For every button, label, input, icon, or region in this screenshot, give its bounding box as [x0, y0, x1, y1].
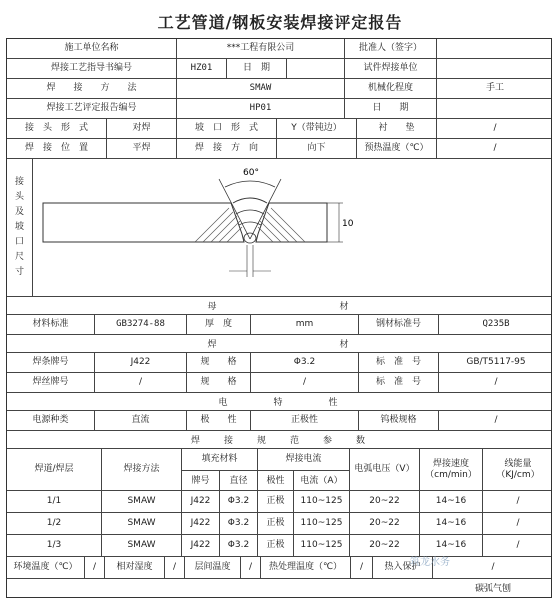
row-power [7, 411, 551, 431]
value-heat-protection: / [491, 562, 495, 573]
section-parameters: 焊 接 规 范 参 数 [7, 431, 551, 449]
value-polarity: 正极性 [251, 411, 359, 430]
row-pqr-number [7, 99, 551, 119]
label-pqr-date: 日 期 [345, 99, 437, 118]
cell-speed: 14~16 [420, 513, 483, 534]
value-welding-direction: 向下 [277, 139, 357, 158]
value-test-unit [437, 59, 552, 78]
label-welding-direction: 焊 接 方 向 [177, 139, 277, 158]
header-heat-input [483, 449, 552, 490]
value-material-standard: GB3274-88 [95, 315, 187, 334]
value-preheat: / [493, 143, 497, 154]
table-row [7, 535, 551, 557]
label-thickness: 厚 度 [187, 315, 251, 334]
label-electrode-standard: 标 准 号 [359, 353, 439, 372]
header-speed-unit: （cm/min） [425, 469, 477, 480]
value-tungsten: / [494, 415, 498, 426]
report-table [6, 38, 552, 598]
joint-sketch [33, 159, 551, 296]
cell-heat-input: / [516, 540, 520, 551]
thickness-label: 10 [342, 219, 354, 229]
cell-current: 110~125 [294, 513, 350, 534]
side-char: 接 [14, 177, 24, 187]
label-tungsten: 钨极规格 [359, 411, 439, 430]
label-carbon-arc-gouging: 碳弧气刨 [474, 583, 511, 594]
value-pqr-date [437, 99, 552, 118]
value-welding-method: SMAW [177, 79, 345, 98]
row-welding-position [7, 139, 551, 159]
row-environment [7, 557, 551, 579]
value-electrode-brand: J422 [95, 353, 187, 372]
cell-speed: 14~16 [420, 535, 483, 556]
table-row [7, 513, 551, 535]
cell-method: SMAW [102, 513, 182, 534]
value-interpass-temp: / [241, 557, 261, 578]
table-row [7, 491, 551, 513]
header-speed [420, 449, 483, 490]
label-electrode-spec: 规 格 [187, 353, 251, 372]
value-electrode-spec: Φ3.2 [251, 353, 359, 372]
cell-heat-input: / [516, 496, 520, 507]
cell-polarity: 正极 [258, 491, 294, 512]
header-polarity: 极性 [258, 471, 294, 491]
angle-arc [225, 181, 275, 187]
header-amperage: 电流（A） [294, 471, 350, 491]
section-electrical: 电 特 性 [7, 393, 551, 411]
cell-brand: J422 [182, 535, 220, 556]
label-joint-type: 接 头 形 式 [7, 119, 107, 138]
row-joint-type [7, 119, 551, 139]
label-electrode-brand: 焊条牌号 [7, 353, 95, 372]
label-wire-spec: 规 格 [187, 373, 251, 392]
label-pwht-temp: 热处理温度（℃） [261, 557, 351, 578]
section-filler: 焊 材 [7, 335, 551, 353]
value-wire-brand: / [95, 373, 187, 392]
cell-pass: 1/3 [7, 535, 102, 556]
label-construction-unit: 施工单位名称 [7, 39, 177, 58]
label-pqr-number: 焊接工艺评定报告编号 [7, 99, 177, 118]
weld-cap [233, 198, 267, 203]
angle-line-left [219, 179, 250, 239]
cell-diameter: Φ3.2 [220, 513, 258, 534]
label-ambient-temp: 环境温度（℃） [7, 557, 85, 578]
row-material-standard [7, 315, 551, 335]
row-welding-method [7, 79, 551, 99]
label-groove-type: 坡 口 形 式 [177, 119, 277, 138]
angle-line-right [250, 179, 281, 239]
row-gouging [7, 579, 551, 598]
cell-method: SMAW [102, 491, 182, 512]
header-pass: 焊道/焊层 [7, 449, 102, 490]
side-char: 头 [14, 192, 24, 202]
weld-layer-2 [236, 210, 264, 214]
label-wps-number: 焊接工艺指导书编号 [7, 59, 177, 78]
value-pwht-temp: / [351, 557, 373, 578]
value-power-type: 直流 [95, 411, 187, 430]
row-wps-number [7, 59, 551, 79]
params-header [7, 449, 551, 491]
row-construction-unit [7, 39, 551, 59]
label-polarity: 极 性 [187, 411, 251, 430]
cell-voltage: 20~22 [350, 535, 420, 556]
value-joint-type: 对焊 [107, 119, 177, 138]
value-electrode-standard: GB/T5117-95 [466, 357, 526, 368]
value-wps-date [287, 59, 345, 78]
left-plate [43, 203, 244, 242]
label-humidity: 相对湿度 [105, 557, 165, 578]
value-steel-standard: Q235B [482, 319, 510, 330]
report-title: 工艺管道/钢板安装焊接评定报告 [157, 13, 403, 32]
header-brand: 牌号 [182, 471, 220, 491]
cell-diameter: Φ3.2 [220, 535, 258, 556]
side-char: 尺 [14, 252, 24, 262]
label-approver: 批准人（签字） [345, 39, 437, 58]
label-welding-position: 焊 接 位 置 [7, 139, 107, 158]
header-speed-label: 焊接速度 [432, 459, 469, 470]
angle-label: 60° [243, 168, 259, 178]
cell-pass: 1/1 [7, 491, 102, 512]
side-char: 坡 [14, 222, 24, 232]
label-preheat: 预热温度（℃） [357, 139, 437, 158]
section-base-metal: 母 材 [7, 297, 551, 315]
value-ambient-temp: / [85, 557, 105, 578]
value-construction-unit: ***工程有限公司 [177, 39, 345, 58]
weld-root [244, 233, 256, 243]
header-current: 焊接电流 [258, 449, 350, 471]
label-mechanization: 机械化程度 [345, 79, 437, 98]
header-diameter: 直径 [220, 471, 258, 491]
value-groove-type: Y（带钝边） [277, 119, 357, 138]
side-char: 口 [14, 237, 24, 247]
value-wps-number: HZ01 [177, 59, 227, 78]
label-steel-standard: 钢材标准号 [359, 315, 439, 334]
cell-voltage: 20~22 [350, 513, 420, 534]
cell-diameter: Φ3.2 [220, 491, 258, 512]
joint-sketch-section [7, 159, 551, 297]
header-heat-label: 线能量 [504, 459, 532, 470]
header-filler: 填充材料 [182, 449, 258, 471]
label-test-unit: 试件焊接单位 [345, 59, 437, 78]
value-approver [437, 39, 552, 58]
header-voltage: 电弧电压（V） [350, 449, 420, 490]
cell-method: SMAW [102, 535, 182, 556]
value-pqr-number: HP01 [177, 99, 345, 118]
cell-current: 110~125 [294, 535, 350, 556]
row-electrode [7, 353, 551, 373]
label-heat-protection: 热入保护 [373, 557, 433, 578]
value-mechanization: 手工 [485, 83, 504, 94]
cell-pass: 1/2 [7, 513, 102, 534]
value-welding-position: 平焊 [107, 139, 177, 158]
cell-current: 110~125 [294, 491, 350, 512]
header-heat-unit: （KJ/cm） [496, 469, 540, 480]
cell-brand: J422 [182, 513, 220, 534]
label-wps-date: 日 期 [227, 59, 287, 78]
groove-drawing [33, 159, 552, 297]
side-char: 寸 [14, 267, 24, 277]
label-backing: 衬 垫 [357, 119, 437, 138]
side-char: 及 [14, 207, 24, 217]
sketch-side-label [7, 159, 33, 296]
header-method: 焊接方法 [102, 449, 182, 490]
value-backing: / [493, 123, 497, 134]
watermark-text: 筑龙水务 [410, 557, 450, 568]
label-material-standard: 材料标准 [7, 315, 95, 334]
label-interpass-temp: 层间温度 [185, 557, 241, 578]
label-wire-standard: 标 准 号 [359, 373, 439, 392]
row-wire [7, 373, 551, 393]
cell-polarity: 正极 [258, 535, 294, 556]
value-humidity: / [165, 557, 185, 578]
label-wire-brand: 焊丝牌号 [7, 373, 95, 392]
value-wire-standard: / [494, 377, 498, 388]
label-welding-method: 焊 接 方 法 [7, 79, 177, 98]
cell-brand: J422 [182, 491, 220, 512]
cell-voltage: 20~22 [350, 491, 420, 512]
value-thickness: mm [251, 315, 359, 334]
cell-speed: 14~16 [420, 491, 483, 512]
cell-polarity: 正极 [258, 513, 294, 534]
value-wire-spec: / [251, 373, 359, 392]
label-power-type: 电源种类 [7, 411, 95, 430]
cell-heat-input: / [516, 518, 520, 529]
